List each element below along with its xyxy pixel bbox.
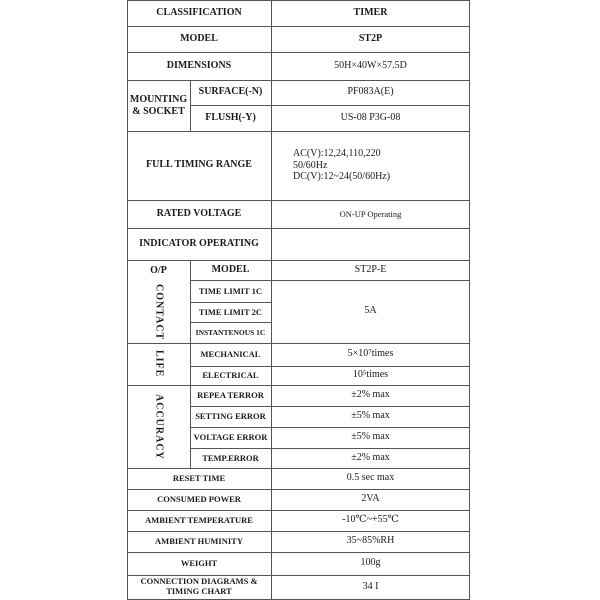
ambient-humidity-label: AMBIENT HUMINITY	[155, 536, 243, 547]
contact-label: CONTACT	[153, 284, 165, 341]
accuracy-label: ACCURACY	[153, 394, 165, 460]
ambient-humidity-value: 35~85%RH	[346, 535, 395, 547]
electrical-label: ELECTRICAL	[202, 370, 259, 381]
flush-label: FLUSH(-Y)	[205, 111, 256, 123]
classification-value: TIMER	[353, 6, 388, 18]
setting-error-label: SETTING ERROR	[195, 411, 266, 422]
op-model-value: ST2P-E	[354, 263, 387, 275]
dimensions-value: 50H×40W×57.5D	[334, 59, 407, 71]
mechanical-value: 5×10⁷times	[347, 348, 394, 360]
voltage-error-value: ±5% max	[351, 431, 390, 443]
weight-label: WEIGHT	[180, 558, 218, 569]
repeat-error-value: ±2% max	[351, 389, 390, 401]
connection-value: 34 I	[362, 580, 379, 592]
op-model-label: MODEL	[211, 263, 250, 275]
voltage-error-label: VOLTAGE ERROR	[193, 432, 268, 443]
weight-value: 100g	[360, 557, 381, 569]
classification-label: CLASSIFICATION	[156, 6, 242, 18]
model-value: ST2P	[358, 32, 383, 44]
consumed-power-label: CONSUMED POWER	[157, 494, 241, 505]
reset-time-value: 0.5 sec max	[346, 472, 395, 484]
surface-value: PF083A(E)	[347, 86, 394, 98]
ambient-temperature-value: -10℃~+55℃	[342, 514, 399, 526]
mounting-label: MOUNTING & SOCKET	[129, 94, 188, 117]
rated-voltage-label: RATED VOLTAGE	[156, 207, 242, 219]
consumed-power-value: 2VA	[361, 493, 380, 505]
time-limit-2c-label: TIME LIMIT 2C	[198, 306, 263, 317]
repeat-error-label: REPEA TERROR	[197, 390, 264, 401]
dimensions-label: DIMENSIONS	[166, 59, 232, 71]
indicator-label: INDICATOR OPERATING	[139, 237, 259, 249]
spec-table	[127, 0, 470, 600]
rated-voltage-value: ON-UP Operating	[339, 208, 402, 219]
indicator-value	[271, 228, 470, 260]
temp-error-label: TEMP.ERROR	[202, 452, 259, 463]
contact-value: 5A	[364, 305, 377, 317]
setting-error-value: ±5% max	[351, 410, 390, 422]
surface-label: SURFACE(-N)	[198, 86, 263, 98]
life-label: LIFE	[153, 350, 165, 378]
timing-range-value: AC(V):12,24,110,220 50/60Hz DC(V):12~24(50/60Hz)	[293, 148, 391, 183]
temp-error-value: ±2% max	[351, 451, 390, 463]
model-label: MODEL	[180, 32, 218, 44]
timing-range-label: FULL TIMING RANGE	[146, 159, 252, 171]
time-limit-1c-label: TIME LIMIT 1C	[198, 285, 263, 296]
reset-time-label: RESET TIME	[172, 473, 226, 484]
mechanical-label: MECHANICAL	[200, 349, 261, 360]
electrical-value: 10⁵times	[352, 369, 389, 381]
ambient-temperature-label: AMBIENT TEMPERATURE	[145, 515, 253, 526]
instantaneous-1c-label: INSTANTENOUS 1C	[195, 327, 266, 337]
flush-value: US-08 P3G-08	[340, 111, 401, 123]
connection-label: CONNECTION DIAGRAMS & TIMING CHART	[140, 576, 258, 596]
op-label: O/P	[150, 264, 167, 276]
